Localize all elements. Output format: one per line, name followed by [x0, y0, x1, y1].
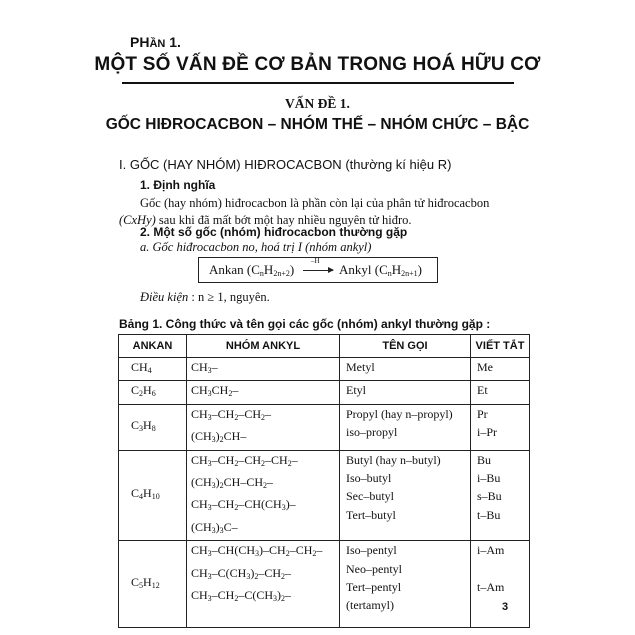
header-abbr: VIẾT TẮT	[471, 335, 530, 358]
table-body	[119, 358, 530, 628]
ankyl-group: $CH_3-CH_2-CH_2-CH_2-$	[191, 452, 298, 468]
group-abbr: i–Bu	[477, 471, 501, 486]
abbr-cell	[471, 381, 530, 404]
group-abbr: Et	[477, 383, 488, 398]
ankyl-group: $(CH_3)_2CH-$	[191, 429, 247, 445]
group-abbr: t–Bu	[477, 507, 501, 522]
ankyl-table	[118, 334, 530, 628]
page-number: 3	[502, 601, 509, 613]
ankyl-group: $CH_3-CH_2-CH(CH_3)-$	[191, 497, 296, 513]
ankyl-cell	[187, 541, 340, 628]
group-name: Propyl (hay n–propyl)	[346, 406, 453, 421]
ankyl-group	[191, 608, 339, 626]
group-name: Tert–butyl	[346, 507, 396, 522]
subsection-definition: 1. Định nghĩa	[140, 178, 216, 192]
header-ankyl: NHÓM ANKYL	[187, 335, 340, 358]
formula-arrow-label: –H	[311, 257, 320, 265]
group-abbr: i–Am	[477, 543, 505, 558]
group-name: Neo–pentyl	[346, 561, 402, 576]
ankan-cell	[119, 381, 187, 404]
part-label: PHẦN 1.	[130, 34, 181, 50]
ankyl-cell	[187, 381, 340, 404]
abbr-cell	[471, 358, 530, 381]
ankyl-cell	[187, 450, 340, 541]
name-cell	[340, 381, 471, 404]
table-caption: Bảng 1. Công thức và tên gọi các gốc (nhóm) ankyl thường gặp :	[119, 317, 491, 331]
subsection-common-groups: 2. Một số gốc (nhóm) hiđrocacbon thường gặp	[140, 225, 408, 239]
group-abbr: Me	[477, 360, 493, 374]
ankan-to-ankyl-formula	[198, 257, 438, 283]
ankyl-group: $CH_3-CH_2-CH_2-$	[191, 406, 272, 422]
section-heading: I. GỐC (HAY NHÓM) HIĐROCACBON (thường kí hiệu R)	[119, 157, 452, 172]
name-cell	[340, 358, 471, 381]
ankyl-group: $(CH_3)_3C-$	[191, 519, 238, 535]
group-name: (tertamyl)	[346, 598, 394, 613]
ankan-cell	[119, 358, 187, 381]
group-name: iso–propyl	[346, 425, 398, 440]
ankyl-group: $CH_3-CH_2-C(CH_3)_2-$	[191, 588, 292, 604]
table-row	[119, 450, 530, 541]
ankyl-group: $(CH_3)_2CH-CH_2-$	[191, 475, 274, 491]
condition-line: Điều kiện : n ≥ 1, nguyên.	[140, 290, 270, 304]
subsection-a: a. Gốc hiđrocacbon no, hoá trị I (nhóm ankyl)	[140, 240, 372, 254]
ankyl-group: $CH_3-CH(CH_3)-CH_2-CH_2-$	[191, 543, 323, 559]
formula-ankan: Ankan $(C_nH_{2n+2})$	[209, 262, 295, 278]
group-name: Sec–butyl	[346, 489, 394, 504]
group-name: Metyl	[346, 360, 375, 374]
table-header-row	[119, 335, 530, 358]
group-abbr: s–Bu	[477, 489, 502, 504]
table-row	[119, 404, 530, 450]
abbr-cell	[471, 541, 530, 628]
ankyl-cell	[187, 358, 340, 381]
ankyl-group: $CH_3-$	[191, 360, 218, 375]
header-name: TÊN GỌI	[340, 335, 471, 358]
group-abbr	[477, 560, 529, 578]
ankyl-cell	[187, 404, 340, 450]
definition-line-2: (CxHy) sau khi đã mất bớt một hay nhiều nguyên tử hiđro.	[119, 213, 412, 227]
issue-number: VẤN ĐỀ 1.	[285, 96, 350, 111]
title-underline	[122, 82, 514, 84]
ankan-formula: $CH_4$	[131, 360, 152, 375]
ankan-cell	[119, 404, 187, 450]
ankan-cell	[119, 450, 187, 541]
ankan-formula: $C_2H_6$	[131, 383, 156, 399]
arrow-right-icon	[303, 270, 333, 271]
ankan-formula: $C_3H_8$	[131, 418, 156, 434]
group-name: Butyl (hay n–butyl)	[346, 452, 441, 467]
group-name: Iso–pentyl	[346, 543, 397, 558]
header-ankan: ANKAN	[119, 335, 187, 358]
abbr-cell	[471, 404, 530, 450]
ankan-cell	[119, 541, 187, 628]
definition-formula: (CxHy)	[119, 213, 156, 227]
formula-ankyl: Ankyl $(C_nH_{2n+1})$	[339, 262, 422, 278]
group-name: Etyl	[346, 383, 366, 398]
table-row	[119, 381, 530, 404]
ankan-formula: $C_5H_{12}$	[131, 574, 160, 590]
name-cell	[340, 404, 471, 450]
group-name: Iso–butyl	[346, 471, 392, 486]
name-cell	[340, 541, 471, 628]
table-row	[119, 541, 530, 628]
ankan-formula: $C_4H_{10}$	[131, 486, 160, 502]
page-title: MỘT SỐ VẤN ĐỀ CƠ BẢN TRONG HOÁ HỮU CƠ	[94, 54, 541, 75]
group-abbr: Pr	[477, 406, 488, 421]
ankyl-group: $CH_3CH_2-$	[191, 383, 239, 399]
abbr-cell	[471, 450, 530, 541]
group-abbr: t–Am	[477, 580, 505, 595]
ankyl-group: $CH_3-C(CH_3)_2-CH_2-$	[191, 565, 292, 581]
name-cell	[340, 450, 471, 541]
issue-title: GỐC HIĐROCACBON – NHÓM THẾ – NHÓM CHỨC – BẬC	[105, 116, 530, 133]
definition-line-1: Gốc (hay nhóm) hiđrocacbon là phần còn lại của phân tử hiđrocacbon	[140, 196, 490, 210]
group-abbr: Bu	[477, 452, 492, 467]
group-name: Tert–pentyl	[346, 580, 402, 595]
table-row	[119, 358, 530, 381]
group-abbr: i–Pr	[477, 425, 498, 440]
